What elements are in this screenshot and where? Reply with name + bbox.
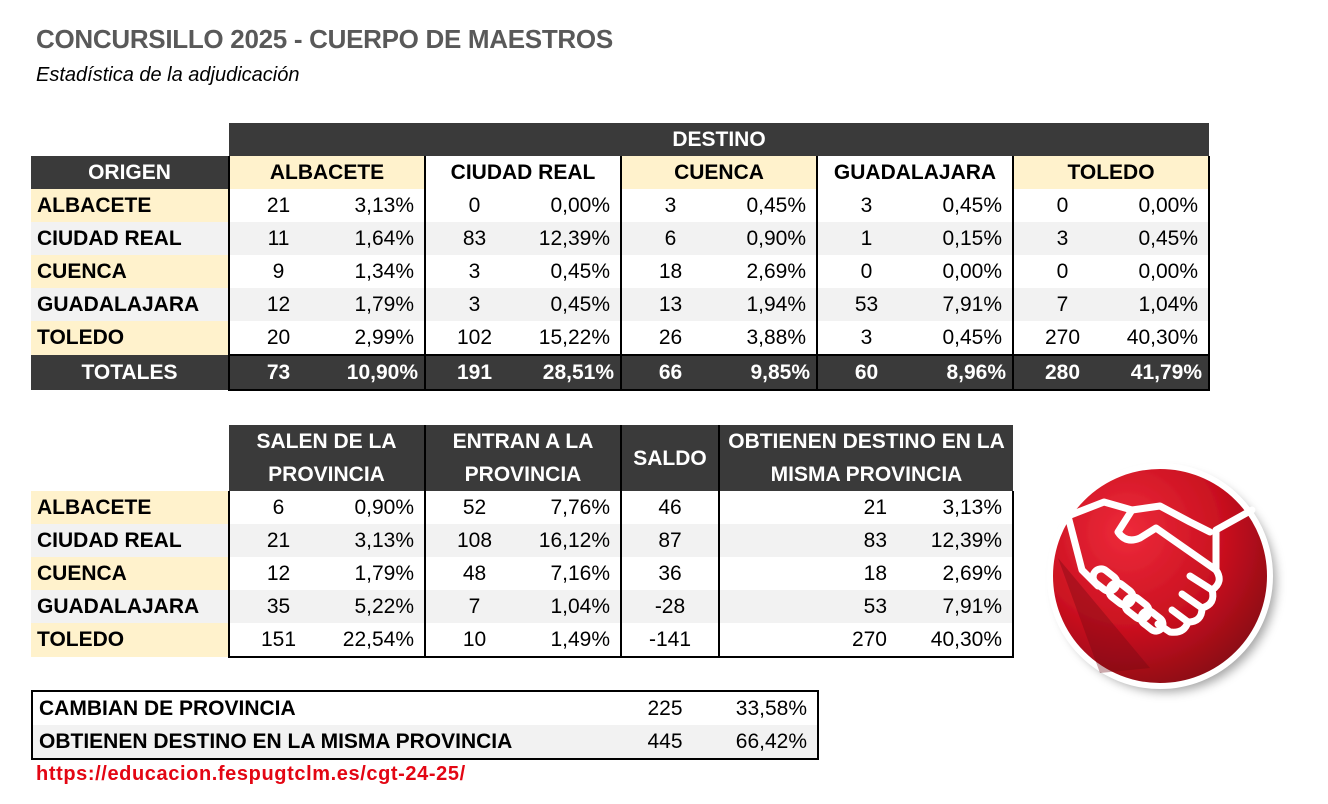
cell-count: 13 (621, 288, 719, 321)
page-title: CONCURSILLO 2025 - CUERPO DE MAESTROS (36, 24, 613, 54)
summary-count: 445 (626, 725, 704, 759)
summary-pct: 33,58% (704, 691, 818, 725)
row-label: ALBACETE (31, 491, 229, 524)
obtienen-pct: 12,39% (915, 524, 1013, 557)
salen-count: 151 (229, 623, 327, 657)
salen-count: 12 (229, 557, 327, 590)
total-pct: 9,85% (719, 355, 817, 390)
cell-pct: 40,30% (1111, 321, 1209, 355)
cell-pct: 0,45% (550, 259, 610, 283)
summary-label: CAMBIAN DE PROVINCIA (32, 691, 626, 725)
cell-count: 26 (621, 321, 719, 355)
cell-count: 9 (229, 255, 327, 288)
cell-count: 270 (1013, 321, 1111, 355)
row-label: CIUDAD REAL (31, 524, 229, 557)
obtienen-count: 18 (719, 557, 915, 590)
total-pct: 8,96% (915, 355, 1013, 390)
total-count: 66 (621, 355, 719, 390)
saldo-value: 46 (621, 491, 719, 524)
col-header-ciudad-real: CIUDAD REAL (425, 156, 621, 189)
cell-pct: 0,45% (942, 193, 1002, 217)
saldo-value: 36 (621, 557, 719, 590)
obtienen-header: OBTIENEN DESTINO EN LA MISMA PROVINCIA (719, 425, 1013, 491)
total-count: 280 (1013, 355, 1111, 390)
cell-count: 83 (425, 222, 523, 255)
salen-count: 21 (229, 524, 327, 557)
column-header-row (31, 156, 1209, 189)
salen-header: SALEN DE LA PROVINCIA (229, 425, 425, 491)
entran-count: 10 (425, 623, 523, 657)
salen-pct: 5,22% (327, 590, 425, 623)
cell-pct: 0,90% (719, 222, 817, 255)
row-label: TOLEDO (31, 623, 229, 657)
saldo-value: -141 (621, 623, 719, 657)
cell-count: 0 (1013, 255, 1111, 288)
total-pct: 10,90% (327, 355, 425, 390)
province-flow-table (31, 425, 1014, 658)
totals-row (31, 355, 1209, 390)
cell-pct: 0,00% (1111, 189, 1209, 222)
summary-count: 225 (626, 691, 704, 725)
cell-count: 3 (817, 189, 915, 222)
salen-count: 6 (229, 491, 327, 524)
cell-pct: 7,91% (915, 288, 1013, 321)
saldo-value: -28 (621, 590, 719, 623)
row-label: CIUDAD REAL (31, 222, 229, 255)
cell-pct: 2,99% (354, 325, 414, 349)
cell-pct: 0,15% (915, 222, 1013, 255)
obtienen-pct: 40,30% (915, 623, 1013, 657)
cell-pct: 0,45% (1111, 222, 1209, 255)
cell-pct: 1,04% (1111, 288, 1209, 321)
cell-pct: 3,13% (354, 193, 414, 217)
entran-pct: 7,76% (550, 495, 610, 519)
row-label: GUADALAJARA (31, 288, 229, 321)
table-row (31, 321, 1209, 355)
col-header-toledo: TOLEDO (1013, 156, 1209, 189)
destino-header-row (31, 123, 1209, 156)
saldo-header: SALDO (621, 425, 719, 491)
salen-pct: 0,90% (354, 495, 414, 519)
table-row (31, 288, 1209, 321)
cell-count: 3 (817, 321, 915, 355)
cell-count: 18 (621, 255, 719, 288)
table-row (31, 189, 1209, 222)
cell-count: 0 (817, 255, 915, 288)
page-subtitle: Estadística de la adjudicación (36, 64, 300, 86)
cell-count: 3 (425, 255, 523, 288)
cell-pct: 12,39% (523, 222, 621, 255)
table-row (31, 623, 1013, 657)
cell-count: 6 (621, 222, 719, 255)
entran-pct: 7,16% (550, 561, 610, 585)
cell-count: 11 (229, 222, 327, 255)
cell-count: 102 (425, 321, 523, 355)
total-pct: 41,79% (1111, 355, 1209, 390)
total-count: 60 (817, 355, 915, 390)
cell-count: 3 (621, 189, 719, 222)
salen-pct: 3,13% (327, 524, 425, 557)
entran-count: 48 (425, 557, 523, 590)
source-link[interactable]: https://educacion.fespugtclm.es/cgt-24-25/ (36, 763, 466, 785)
cell-count: 0 (425, 189, 523, 222)
table-row (31, 255, 1209, 288)
row-label: TOLEDO (31, 321, 229, 355)
cell-pct: 0,45% (942, 325, 1002, 349)
cell-pct: 1,64% (327, 222, 425, 255)
cell-count: 20 (229, 321, 327, 355)
obtienen-count: 83 (719, 524, 915, 557)
cell-pct: 0,00% (942, 259, 1002, 283)
entran-count: 52 (425, 491, 523, 524)
cell-count: 3 (425, 288, 523, 321)
summary-pct: 66,42% (704, 725, 818, 759)
cell-count: 12 (229, 288, 327, 321)
entran-count: 7 (425, 590, 523, 623)
obtienen-pct: 7,91% (915, 590, 1013, 623)
cell-pct: 15,22% (538, 325, 610, 349)
cell-pct: 1,94% (719, 288, 817, 321)
salen-count: 35 (229, 590, 327, 623)
summary-table (31, 690, 819, 760)
obtienen-count: 21 (719, 491, 915, 524)
cell-count: 7 (1013, 288, 1111, 321)
salen-pct: 1,79% (354, 561, 414, 585)
cell-count: 1 (817, 222, 915, 255)
summary-row (32, 725, 818, 759)
summary-label: OBTIENEN DESTINO EN LA MISMA PROVINCIA (32, 725, 626, 759)
cell-count: 53 (817, 288, 915, 321)
total-count: 191 (425, 355, 523, 390)
entran-count: 108 (425, 524, 523, 557)
row-label: CUENCA (31, 557, 229, 590)
saldo-value: 87 (621, 524, 719, 557)
cell-pct: 3,88% (746, 325, 806, 349)
table-row (31, 590, 1013, 623)
handshake-icon (1040, 458, 1288, 706)
table-row (31, 557, 1013, 590)
row-label: ALBACETE (31, 189, 229, 222)
cell-pct: 1,79% (327, 288, 425, 321)
table-row (31, 222, 1209, 255)
totals-label: TOTALES (31, 355, 229, 390)
entran-pct: 16,12% (523, 524, 621, 557)
obtienen-count: 53 (719, 590, 915, 623)
cell-pct: 0,00% (550, 193, 610, 217)
row-label: CUENCA (31, 255, 229, 288)
cell-count: 0 (1013, 189, 1111, 222)
entran-header: ENTRAN A LA PROVINCIA (425, 425, 621, 491)
obtienen-pct: 3,13% (915, 491, 1013, 524)
cell-pct: 1,34% (354, 259, 414, 283)
col-header-cuenca: CUENCA (621, 156, 817, 189)
destino-header: DESTINO (229, 123, 1209, 156)
origen-header: ORIGEN (31, 156, 229, 189)
salen-pct: 22,54% (327, 623, 425, 657)
cell-pct: 0,45% (523, 288, 621, 321)
table-row (31, 524, 1013, 557)
col-header-guadalajara: GUADALAJARA (817, 156, 1013, 189)
row-label: GUADALAJARA (31, 590, 229, 623)
obtienen-pct: 2,69% (915, 557, 1013, 590)
total-count: 73 (229, 355, 327, 390)
cell-pct: 0,45% (746, 193, 806, 217)
adjudication-matrix-table (31, 123, 1210, 391)
entran-pct: 1,49% (523, 623, 621, 657)
obtienen-count: 270 (719, 623, 915, 657)
cell-pct: 0,00% (1111, 255, 1209, 288)
summary-row (32, 691, 818, 725)
entran-pct: 1,04% (523, 590, 621, 623)
cell-count: 21 (229, 189, 327, 222)
total-pct: 28,51% (523, 355, 621, 390)
cell-count: 3 (1013, 222, 1111, 255)
cell-pct: 2,69% (746, 259, 806, 283)
table-row (31, 491, 1013, 524)
flow-header-row (31, 425, 1013, 491)
col-header-albacete: ALBACETE (229, 156, 425, 189)
